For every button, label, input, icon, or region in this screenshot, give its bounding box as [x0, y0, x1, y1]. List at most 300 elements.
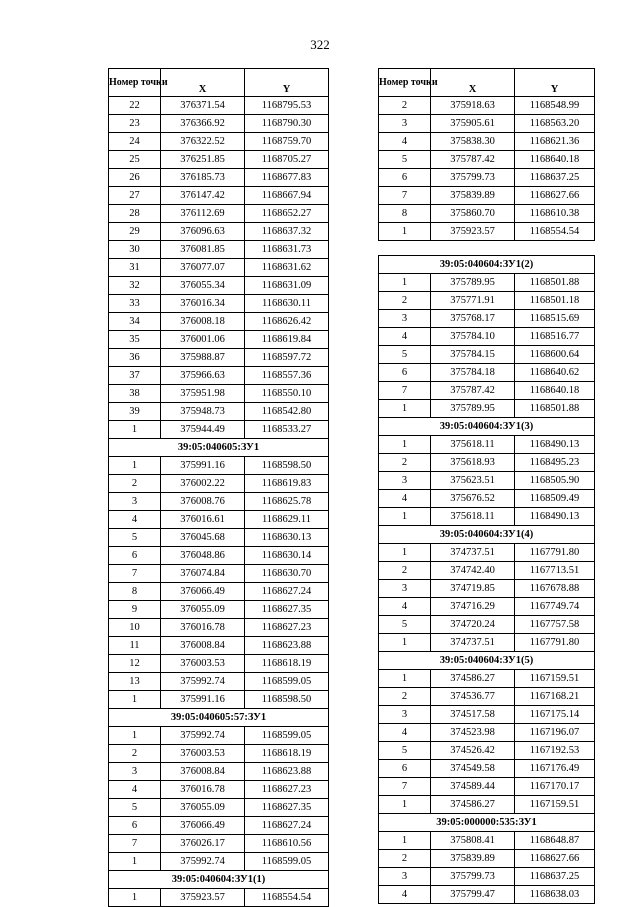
y-coordinate-header: Y	[245, 69, 329, 97]
y-coordinate-cell: 1168516.77	[515, 328, 595, 346]
table-row	[379, 868, 595, 886]
cadastral-number: 39:05:040605:57:ЗУ1	[109, 709, 329, 727]
point-number-cell: 35	[109, 331, 161, 349]
point-number-cell: 3	[379, 580, 431, 598]
x-coordinate-cell: 376008.84	[161, 637, 245, 655]
point-number-cell: 5	[109, 529, 161, 547]
cadastral-number: 39:05:000000:535:ЗУ1	[379, 814, 595, 832]
point-number-cell: 1	[109, 889, 161, 907]
point-number-cell: 12	[109, 655, 161, 673]
table-row	[109, 133, 329, 151]
x-coordinate-cell: 375948.73	[161, 403, 245, 421]
y-coordinate-cell: 1168550.10	[245, 385, 329, 403]
y-coordinate-cell: 1168600.64	[515, 346, 595, 364]
point-number-cell: 31	[109, 259, 161, 277]
table-row	[379, 205, 595, 223]
y-coordinate-cell: 1168627.24	[245, 583, 329, 601]
x-coordinate-cell: 375784.15	[431, 346, 515, 364]
table-row	[379, 508, 595, 526]
point-number-cell: 7	[379, 382, 431, 400]
table-gap-row	[379, 241, 595, 256]
point-number-cell: 13	[109, 673, 161, 691]
x-coordinate-cell: 376045.68	[161, 529, 245, 547]
table-row	[379, 151, 595, 169]
point-number-cell: 34	[109, 313, 161, 331]
point-number-cell: 4	[109, 781, 161, 799]
table-row	[379, 616, 595, 634]
y-coordinate-cell: 1168638.03	[515, 886, 595, 904]
x-coordinate-cell: 375623.51	[431, 472, 515, 490]
y-coordinate-cell: 1168795.53	[245, 97, 329, 115]
table-row	[109, 727, 329, 745]
y-coordinate-cell: 1168563.20	[515, 115, 595, 133]
y-coordinate-cell: 1168640.18	[515, 151, 595, 169]
x-coordinate-cell: 376055.09	[161, 601, 245, 619]
table-row	[379, 742, 595, 760]
point-number-cell: 8	[379, 205, 431, 223]
table-row	[109, 277, 329, 295]
y-coordinate-cell: 1168623.88	[245, 637, 329, 655]
y-coordinate-cell: 1167791.80	[515, 544, 595, 562]
y-coordinate-cell: 1168554.54	[515, 223, 595, 241]
y-coordinate-cell: 1167175.14	[515, 706, 595, 724]
x-coordinate-cell: 375838.30	[431, 133, 515, 151]
point-number-cell: 1	[379, 670, 431, 688]
x-coordinate-cell: 375676.52	[431, 490, 515, 508]
section-header-row	[379, 526, 595, 544]
x-coordinate-cell: 376016.78	[161, 619, 245, 637]
table-row	[109, 115, 329, 133]
y-coordinate-cell: 1168637.25	[515, 868, 595, 886]
y-coordinate-cell: 1168627.23	[245, 781, 329, 799]
y-coordinate-cell: 1168619.84	[245, 331, 329, 349]
y-coordinate-cell: 1168705.27	[245, 151, 329, 169]
point-number-cell: 4	[379, 490, 431, 508]
x-coordinate-cell: 375771.91	[431, 292, 515, 310]
point-number-cell: 2	[379, 850, 431, 868]
table-row	[109, 475, 329, 493]
y-coordinate-cell: 1168625.78	[245, 493, 329, 511]
x-coordinate-cell: 375808.41	[431, 832, 515, 850]
x-coordinate-cell: 376008.76	[161, 493, 245, 511]
table-row	[379, 490, 595, 508]
y-coordinate-cell: 1168597.72	[245, 349, 329, 367]
x-coordinate-cell: 376002.22	[161, 475, 245, 493]
table-row	[109, 691, 329, 709]
table-row	[109, 403, 329, 421]
y-coordinate-cell: 1168630.70	[245, 565, 329, 583]
y-coordinate-cell: 1167678.88	[515, 580, 595, 598]
table-row	[109, 817, 329, 835]
point-number-cell: 7	[379, 778, 431, 796]
point-number-cell: 1	[379, 436, 431, 454]
x-coordinate-cell: 375618.11	[431, 508, 515, 526]
y-coordinate-cell: 1168637.32	[245, 223, 329, 241]
point-number-cell: 26	[109, 169, 161, 187]
point-number-cell: 1	[379, 223, 431, 241]
table-row	[379, 187, 595, 205]
table-row	[109, 169, 329, 187]
point-number-cell: 3	[379, 706, 431, 724]
section-header-row	[379, 256, 595, 274]
point-number-cell: 9	[109, 601, 161, 619]
table-row	[109, 781, 329, 799]
table-row	[109, 493, 329, 511]
point-number-cell: 2	[379, 688, 431, 706]
table-row	[109, 583, 329, 601]
page-number: 322	[310, 37, 330, 52]
x-coordinate-cell: 376185.73	[161, 169, 245, 187]
x-coordinate-cell: 376112.69	[161, 205, 245, 223]
table-row	[109, 763, 329, 781]
point-number-cell: 7	[109, 835, 161, 853]
y-coordinate-header: Y	[515, 69, 595, 97]
x-coordinate-cell: 375992.74	[161, 853, 245, 871]
y-coordinate-cell: 1168630.14	[245, 547, 329, 565]
y-coordinate-cell: 1167159.51	[515, 796, 595, 814]
x-coordinate-cell: 376251.85	[161, 151, 245, 169]
table-row	[379, 223, 595, 241]
point-number-cell: 5	[379, 151, 431, 169]
y-coordinate-cell: 1168509.49	[515, 490, 595, 508]
point-number-cell: 1	[109, 691, 161, 709]
table-row	[109, 547, 329, 565]
table-row	[379, 328, 595, 346]
point-number-cell: 5	[379, 616, 431, 634]
table-row	[109, 367, 329, 385]
x-coordinate-cell: 375784.18	[431, 364, 515, 382]
x-coordinate-cell: 374737.51	[431, 634, 515, 652]
table-row	[379, 580, 595, 598]
y-coordinate-cell: 1168599.05	[245, 673, 329, 691]
cadastral-number: 39:05:040605:ЗУ1	[109, 439, 329, 457]
point-number-cell: 2	[379, 562, 431, 580]
y-coordinate-cell: 1168621.36	[515, 133, 595, 151]
coordinates-table-right	[378, 68, 595, 904]
table-row	[379, 832, 595, 850]
x-coordinate-cell: 375951.98	[161, 385, 245, 403]
y-coordinate-cell: 1168630.11	[245, 295, 329, 313]
point-number-cell: 3	[379, 472, 431, 490]
point-number-cell: 1	[109, 421, 161, 439]
point-number-header: Номер точки	[379, 69, 431, 97]
table-row	[109, 673, 329, 691]
x-coordinate-cell: 376048.86	[161, 547, 245, 565]
x-coordinate-cell: 376055.09	[161, 799, 245, 817]
table-row	[109, 151, 329, 169]
y-coordinate-cell: 1168599.05	[245, 853, 329, 871]
x-coordinate-cell: 376096.63	[161, 223, 245, 241]
point-number-cell: 4	[109, 511, 161, 529]
point-number-header: Номер точки	[109, 69, 161, 97]
y-coordinate-cell: 1168626.42	[245, 313, 329, 331]
table-row	[109, 799, 329, 817]
y-coordinate-cell: 1168637.25	[515, 169, 595, 187]
point-number-cell: 3	[379, 310, 431, 328]
table-row	[109, 421, 329, 439]
x-coordinate-cell: 375839.89	[431, 187, 515, 205]
table-row	[379, 382, 595, 400]
y-coordinate-cell: 1168623.88	[245, 763, 329, 781]
point-number-cell: 2	[109, 745, 161, 763]
point-number-cell: 3	[379, 115, 431, 133]
y-coordinate-cell: 1167176.49	[515, 760, 595, 778]
table-row	[109, 601, 329, 619]
x-coordinate-cell: 375784.10	[431, 328, 515, 346]
x-coordinate-cell: 374536.77	[431, 688, 515, 706]
table-row	[109, 223, 329, 241]
x-coordinate-cell: 376147.42	[161, 187, 245, 205]
y-coordinate-cell: 1168630.13	[245, 529, 329, 547]
table-row	[379, 706, 595, 724]
section-header-row	[379, 814, 595, 832]
y-coordinate-cell: 1168640.18	[515, 382, 595, 400]
x-coordinate-cell: 375988.87	[161, 349, 245, 367]
point-number-cell: 4	[379, 598, 431, 616]
gap-cell	[379, 241, 595, 256]
table-row	[109, 457, 329, 475]
point-number-cell: 30	[109, 241, 161, 259]
x-coordinate-cell: 376008.18	[161, 313, 245, 331]
x-coordinate-cell: 375787.42	[431, 151, 515, 169]
x-coordinate-cell: 375991.16	[161, 691, 245, 709]
y-coordinate-cell: 1168627.66	[515, 187, 595, 205]
y-coordinate-cell: 1168501.18	[515, 292, 595, 310]
table-row	[379, 778, 595, 796]
point-number-cell: 1	[379, 400, 431, 418]
x-coordinate-cell: 376026.17	[161, 835, 245, 853]
table-row	[379, 97, 595, 115]
x-coordinate-cell: 374716.29	[431, 598, 515, 616]
y-coordinate-cell: 1168759.70	[245, 133, 329, 151]
table-row	[379, 796, 595, 814]
x-coordinate-cell: 375799.73	[431, 868, 515, 886]
point-number-cell: 1	[379, 544, 431, 562]
x-coordinate-cell: 375923.57	[161, 889, 245, 907]
point-number-cell: 7	[379, 187, 431, 205]
x-coordinate-cell: 374526.42	[431, 742, 515, 760]
y-coordinate-cell: 1167192.53	[515, 742, 595, 760]
point-number-cell: 3	[379, 868, 431, 886]
x-coordinate-cell: 375923.57	[431, 223, 515, 241]
x-coordinate-cell: 376055.34	[161, 277, 245, 295]
table-row	[109, 385, 329, 403]
y-coordinate-cell: 1167791.80	[515, 634, 595, 652]
table-row	[109, 349, 329, 367]
y-coordinate-cell: 1168648.87	[515, 832, 595, 850]
y-coordinate-cell: 1167749.74	[515, 598, 595, 616]
x-coordinate-cell: 376003.53	[161, 655, 245, 673]
x-coordinate-cell: 375905.61	[431, 115, 515, 133]
y-coordinate-cell: 1168505.90	[515, 472, 595, 490]
table-row	[379, 292, 595, 310]
point-number-cell: 1	[379, 832, 431, 850]
point-number-cell: 1	[109, 853, 161, 871]
y-coordinate-cell: 1168501.88	[515, 274, 595, 292]
x-coordinate-cell: 374719.85	[431, 580, 515, 598]
y-coordinate-cell: 1168610.38	[515, 205, 595, 223]
y-coordinate-cell: 1168548.99	[515, 97, 595, 115]
point-number-cell: 5	[379, 742, 431, 760]
table-row	[109, 295, 329, 313]
x-coordinate-cell: 376371.54	[161, 97, 245, 115]
x-coordinate-cell: 374742.40	[431, 562, 515, 580]
table-row	[379, 400, 595, 418]
y-coordinate-cell: 1168554.54	[245, 889, 329, 907]
y-coordinate-cell: 1168627.24	[245, 817, 329, 835]
x-coordinate-cell: 374517.58	[431, 706, 515, 724]
x-coordinate-cell: 376366.92	[161, 115, 245, 133]
point-number-cell: 33	[109, 295, 161, 313]
point-number-cell: 6	[379, 760, 431, 778]
point-number-cell: 3	[109, 493, 161, 511]
y-coordinate-cell: 1168495.23	[515, 454, 595, 472]
x-coordinate-cell: 375918.63	[431, 97, 515, 115]
section-header-row	[379, 652, 595, 670]
point-number-cell: 4	[379, 328, 431, 346]
point-number-cell: 6	[109, 547, 161, 565]
table-row	[109, 331, 329, 349]
table-row	[379, 886, 595, 904]
table-row	[379, 562, 595, 580]
section-header-row	[109, 871, 329, 889]
table-header-row	[379, 69, 595, 97]
point-number-cell: 8	[109, 583, 161, 601]
table-row	[109, 259, 329, 277]
table-row	[379, 544, 595, 562]
y-coordinate-cell: 1168627.66	[515, 850, 595, 868]
table-row	[379, 274, 595, 292]
point-number-cell: 1	[379, 508, 431, 526]
x-coordinate-cell: 375992.74	[161, 727, 245, 745]
y-coordinate-cell: 1168790.30	[245, 115, 329, 133]
x-coordinate-cell: 375966.63	[161, 367, 245, 385]
x-coordinate-cell: 376081.85	[161, 241, 245, 259]
point-number-cell: 28	[109, 205, 161, 223]
y-coordinate-cell: 1168598.50	[245, 691, 329, 709]
x-coordinate-cell: 375992.74	[161, 673, 245, 691]
point-number-cell: 4	[379, 724, 431, 742]
y-coordinate-cell: 1168533.27	[245, 421, 329, 439]
y-coordinate-cell: 1168515.69	[515, 310, 595, 328]
x-coordinate-header: X	[431, 69, 515, 97]
table-row	[109, 565, 329, 583]
y-coordinate-cell: 1168652.27	[245, 205, 329, 223]
y-coordinate-cell: 1167713.51	[515, 562, 595, 580]
point-number-cell: 36	[109, 349, 161, 367]
x-coordinate-cell: 374589.44	[431, 778, 515, 796]
section-header-row	[109, 439, 329, 457]
point-number-cell: 6	[109, 817, 161, 835]
table-row	[109, 529, 329, 547]
point-number-cell: 1	[109, 727, 161, 745]
y-coordinate-cell: 1168627.35	[245, 799, 329, 817]
table-row	[379, 850, 595, 868]
table-body	[379, 97, 595, 904]
y-coordinate-cell: 1168618.19	[245, 745, 329, 763]
y-coordinate-cell: 1168631.62	[245, 259, 329, 277]
table-row	[379, 454, 595, 472]
table-row	[379, 760, 595, 778]
x-coordinate-cell: 375618.11	[431, 436, 515, 454]
x-coordinate-cell: 375618.93	[431, 454, 515, 472]
table-row	[109, 889, 329, 907]
x-coordinate-cell: 374720.24	[431, 616, 515, 634]
x-coordinate-cell: 374523.98	[431, 724, 515, 742]
y-coordinate-cell: 1168490.13	[515, 508, 595, 526]
point-number-cell: 27	[109, 187, 161, 205]
point-number-cell: 2	[379, 454, 431, 472]
table-row	[109, 511, 329, 529]
point-number-cell: 38	[109, 385, 161, 403]
cadastral-number: 39:05:040604:ЗУ1(1)	[109, 871, 329, 889]
cadastral-number: 39:05:040604:ЗУ1(2)	[379, 256, 595, 274]
point-number-cell: 25	[109, 151, 161, 169]
table-row	[109, 205, 329, 223]
y-coordinate-cell: 1168627.35	[245, 601, 329, 619]
y-coordinate-cell: 1168631.09	[245, 277, 329, 295]
point-number-cell: 29	[109, 223, 161, 241]
cadastral-number: 39:05:040604:ЗУ1(3)	[379, 418, 595, 436]
table-row	[379, 724, 595, 742]
point-number-cell: 4	[379, 886, 431, 904]
x-coordinate-cell: 375789.95	[431, 274, 515, 292]
x-coordinate-cell: 374586.27	[431, 670, 515, 688]
point-number-cell: 5	[379, 346, 431, 364]
x-coordinate-cell: 376066.49	[161, 817, 245, 835]
table-header-row	[109, 69, 329, 97]
section-header-row	[109, 709, 329, 727]
point-number-cell: 7	[109, 565, 161, 583]
table-row	[109, 655, 329, 673]
x-coordinate-cell: 376016.34	[161, 295, 245, 313]
table-row	[379, 670, 595, 688]
table-row	[379, 472, 595, 490]
table-body	[109, 97, 329, 907]
point-number-cell: 22	[109, 97, 161, 115]
x-coordinate-cell: 376001.06	[161, 331, 245, 349]
table-row	[109, 187, 329, 205]
y-coordinate-cell: 1168618.19	[245, 655, 329, 673]
point-number-cell: 1	[109, 457, 161, 475]
y-coordinate-cell: 1168667.94	[245, 187, 329, 205]
y-coordinate-cell: 1168501.88	[515, 400, 595, 418]
x-coordinate-cell: 376008.84	[161, 763, 245, 781]
point-number-cell: 23	[109, 115, 161, 133]
point-number-cell: 2	[379, 292, 431, 310]
table-row	[109, 637, 329, 655]
x-coordinate-cell: 375799.73	[431, 169, 515, 187]
point-number-cell: 37	[109, 367, 161, 385]
table-row	[379, 133, 595, 151]
x-coordinate-header: X	[161, 69, 245, 97]
point-number-cell: 2	[379, 97, 431, 115]
table-row	[109, 241, 329, 259]
y-coordinate-cell: 1168542.80	[245, 403, 329, 421]
y-coordinate-cell: 1168629.11	[245, 511, 329, 529]
x-coordinate-cell: 375839.89	[431, 850, 515, 868]
y-coordinate-cell: 1168610.56	[245, 835, 329, 853]
table-row	[379, 688, 595, 706]
table-row	[379, 598, 595, 616]
x-coordinate-cell: 375944.49	[161, 421, 245, 439]
x-coordinate-cell: 375799.47	[431, 886, 515, 904]
x-coordinate-cell: 375768.17	[431, 310, 515, 328]
table-row	[109, 853, 329, 871]
x-coordinate-cell: 376016.61	[161, 511, 245, 529]
y-coordinate-cell: 1167170.17	[515, 778, 595, 796]
table-row	[379, 310, 595, 328]
